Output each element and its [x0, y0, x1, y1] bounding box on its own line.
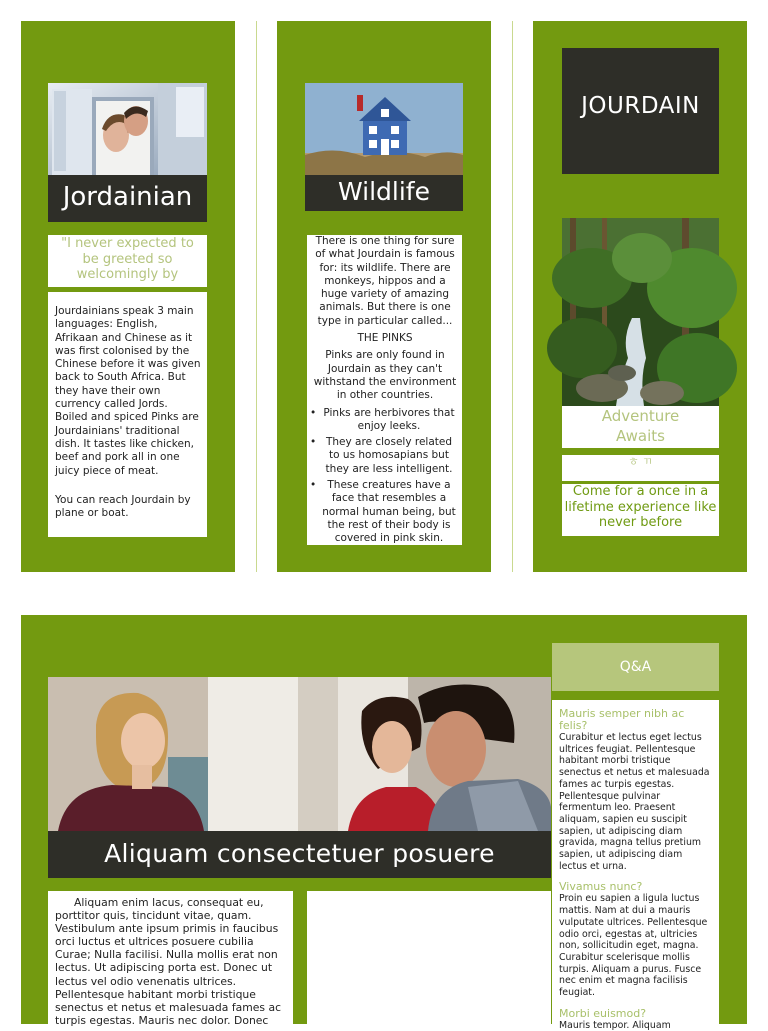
jourdain-title-box	[562, 48, 719, 174]
pinks-fact: • Pinks are herbivores that enjoy leeks.	[320, 407, 458, 434]
jordainian-title-bar	[48, 175, 207, 222]
promo-box	[562, 484, 719, 536]
headline-bar	[48, 831, 551, 878]
pinks-facts-list	[312, 407, 458, 546]
wildlife-text-box	[307, 235, 462, 545]
small-line-box	[562, 455, 719, 481]
qa-answer: Mauris tempor. Aliquam	[559, 1019, 671, 1031]
dish-paragraph: Boiled and spiced Pinks are Jourdainians' traditional dish. It tastes like chicken, beef and pork all in one juicy piece of meat.	[55, 411, 199, 477]
jordainian-title: Jordainian	[62, 182, 193, 212]
qa-answer: Curabitur et lectus eget lectus ultrices feugiat. Pellentesque habitant morbi tristique senectus et netus et malesuada fames ac turpis egestas. Pellentesque pulvinar fermentum leo. Praesent aliquam, sapien eu suscipit sapien, ut adipiscing diam gravida, magna tellus pretium sapien, ut adipiscing diam lectus et urna.	[559, 732, 710, 872]
rainforest-photo	[562, 218, 719, 406]
blank-column	[307, 891, 551, 1024]
quote-box	[48, 235, 207, 287]
headline: Aliquam consectetuer posuere	[104, 839, 495, 868]
pinks-paragraph: Pinks are only found in Jourdain as they can't withstand the environment in other countries.	[313, 349, 457, 402]
wildlife-title-bar	[305, 175, 463, 211]
languages-paragraph: Jourdainians speak 3 main languages: English, Afrikaan and Chinese as it was first colonised by the Chinese before it was given back to South Africa. But they have their own currency called Jords.	[55, 305, 201, 411]
qa-question: Morbi euismod?	[559, 1006, 647, 1020]
jourdain-title: JOURDAIN	[581, 93, 700, 119]
adventure-tagline: Adventure Awaits	[601, 407, 680, 445]
fold-line-2	[512, 21, 513, 572]
qa-question: Mauris semper nibh ac felis?	[559, 707, 685, 732]
pinks-subhead: THE PINKS	[357, 332, 413, 345]
wildlife-intro: There is one thing for sure of what Jourdain is famous for: its wildlife. There are monkeys, hippos and a huge variety of amazing animals. But there is one type in particular called...	[315, 235, 455, 327]
article-text: Aliquam enim lacus, consequat eu, porttitor quis, tincidunt vitae, quam. Vestibulum ante ipsum primis in faucibus orci luctus et ultrices posuere cubilia Curae; Nulla facilisi. Nulla mollis erat non lectus. Ut adipiscing porta est. Donec ut lectus vel odio venenatis ultrices. Pellentesque habitant morbi tristique senectus et netus et malesuada fames ac turpis egestas. Mauris nec dolor. Donec	[55, 896, 282, 1027]
article-box	[48, 891, 293, 1027]
qa-header	[552, 643, 719, 691]
qa-title: Q&A	[619, 659, 652, 675]
reach-paragraph: You can reach Jourdain by plane or boat.	[55, 493, 191, 520]
pinks-fact: • These creatures have a face that resembles a normal human being, but the rest of their body is covered in pink skin.	[320, 479, 458, 545]
small-line-text: ㅎ ㄲ	[628, 455, 653, 468]
promo-text: Come for a once in a lifetime experience like never before	[564, 484, 717, 530]
culture-text-box	[48, 292, 207, 537]
house-photo	[305, 83, 463, 175]
wildlife-title: Wildlife	[337, 177, 430, 206]
adventure-box	[562, 406, 719, 448]
qa-answer: Proin eu sapien a ligula luctus mattis. Nam at dui a mauris vulputate ultrices. Pellentesque odio orci, egestas at, ultricies non, sollicitudin eget, magna. Curabitur scelerisque mollis turpis. Aliquam a purus. Fusce nec enim et magna facilisis feugiat.	[559, 893, 708, 999]
quote-text: "I never expected to be greeted so welcomingly by	[61, 236, 194, 282]
couple-door-photo	[48, 83, 207, 175]
qa-box	[552, 700, 719, 1031]
fold-line-1	[256, 21, 257, 572]
pinks-fact: • They are closely related to us homosapians but they are less intelligent.	[320, 436, 458, 476]
qa-question: Vivamus nunc?	[559, 880, 643, 894]
three-people-photo	[48, 677, 551, 831]
